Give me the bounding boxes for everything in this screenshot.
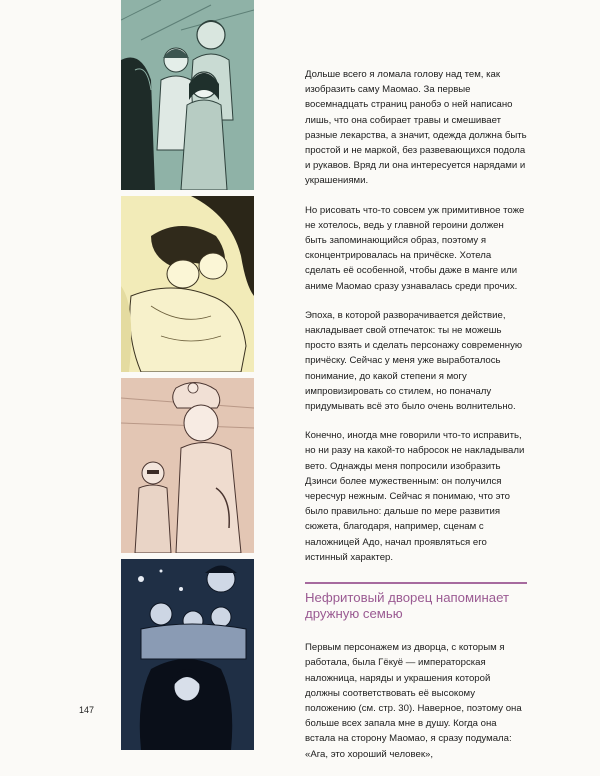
paragraph: Но рисовать что-то совсем уж примитивное тоже не хотелось, ведь у главной героини должен быть запоминающийся образ, поэтому я сконцентрировалась на причёске. Хотела сделать её особенной, чтобы даже в манге или аниме Маомао сразу узнавалась среди прочих. (305, 204, 525, 292)
paragraph: Конечно, иногда мне говорили что-то исправить, но ни разу на какой-то набросок не накладывали вето. Однажды меня попросили изобразить Дзинси более мужественным: он получился чересчур нежным. Сейчас я понимаю, что это было правильно: дальше по мере развития сюжета, благодаря, например, сценам с наложницей Адо, начал проявляться его истинный характер. (305, 430, 525, 563)
page-number: 147 (79, 705, 95, 715)
section-divider (305, 582, 527, 584)
illustration-strip (121, 0, 254, 750)
illustration-jade-palace-group (121, 0, 254, 190)
article-text (305, 67, 527, 776)
section-heading: Нефритовый дворец напоминает дружную семью (305, 590, 509, 622)
illustration-night-scene (121, 559, 254, 750)
paragraph: Первым персонажем из дворца, с которым я работала, была Гёкуё — императорская наложница, наряды и украшения которой должны соответствовать её высокому положению (см. стр. 30). Наверное, поэтому она больше всех запала мне в душу. Когда она встала на сторону Маомао, я сразу подумала: «Ага, это хороший человек», (305, 642, 522, 760)
paragraph: Эпоха, в которой разворачивается действие, накладывает свой отпечаток: ты не можешь просто взять и сделать персонажу современную причёску. Сейчас у меня уже выработалось понимание, до какой степени я могу импровизировать со стилем, но поначалу придумывать всё это было очень волнительно. (305, 309, 523, 413)
illustration-consort-portrait (121, 378, 254, 553)
illustration-maomao-sleeping (121, 196, 254, 372)
paragraph: Дольше всего я ломала голову над тем, как изобразить саму Маомао. За первые восемнадцать страниц ранобэ о ней написано лишь, что она собирает травы и смешивает разные лекарства, а значит, одежда должна быть простой и не маркой, без развевающихся подола и рукавов. Вряд ли она интересуется нарядами и украшениями. (305, 69, 527, 187)
